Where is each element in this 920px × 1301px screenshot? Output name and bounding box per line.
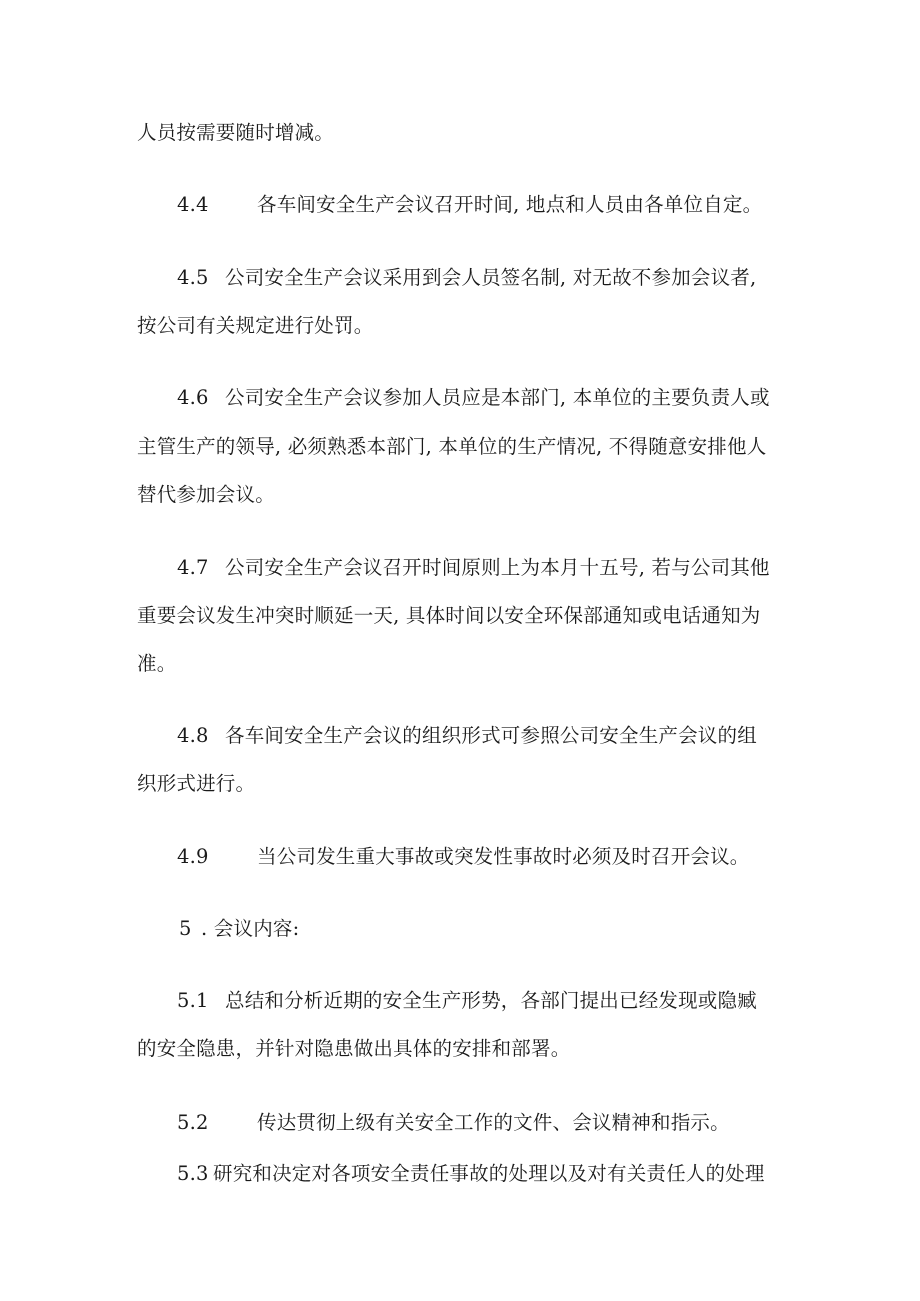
text-line: 主管生产的领导, 必须熟悉本部门, 本单位的生产情况, 不得随意安排他人 [137,435,767,458]
clause-number: 4.5 [177,266,209,289]
clause-5-3 [177,1161,765,1187]
text-line: 准。 [137,652,177,675]
clause-4-9 [177,844,750,870]
text-line: 重要会议发生冲突时顺延一天, 具体时间以安全环保部通知或电话通知为 [137,604,761,627]
clause-4-6-cont [137,434,766,460]
clause-4-6-cont [137,482,275,508]
clause-number: 4.8 [177,724,209,747]
clause-5-2 [177,1110,730,1136]
text-line: 总结和分析近期的安全生产形势，各部门提出已经发现或隐臧 [225,989,757,1012]
section-number: 5 [179,917,192,940]
clause-number: 4.9 [177,845,209,868]
clause-4-5-cont [137,313,373,339]
text-line: 传达贯彻上级有关安全工作的文件、会议精神和指示。 [257,1111,730,1134]
text-line: 替代参加会议。 [137,483,275,506]
clause-4-5 [177,265,756,291]
clause-4-7-cont [137,651,176,677]
clause-4-4 [177,192,762,218]
text-line: 人员按需要随时增减。 [137,121,335,144]
text-line: 的安全隐患，并针对隐患做出具体的安排和部署。 [137,1037,571,1060]
clause-number: 5.2 [177,1111,209,1134]
clause-4-8-cont [137,771,255,797]
clause-number: 4.7 [177,556,209,579]
text-line: 当公司发生重大事故或突发性事故时必须及时召开会议。 [257,845,750,868]
clause-5-1-cont [137,1036,570,1062]
text-line: 研究和决定对各项安全责任事故的处理以及对有关责任人的处理 [213,1162,765,1185]
text-line: 各车间安全生产会议召开时间, 地点和人员由各单位自定。 [257,193,763,216]
section-5-heading [179,916,299,942]
clause-number: 4.6 [177,386,209,409]
clause-number: 4.4 [177,193,209,216]
text-line: 各车间安全生产会议的组织形式可参照公司安全生产会议的组 [225,724,757,747]
text-line: 公司安全生产会议采用到会人员签名制, 对无故不参加会议者, [225,266,757,289]
paragraph-continuation [137,120,334,146]
clause-4-6 [177,385,770,411]
clause-number: 5.1 [177,989,209,1012]
clause-number: 5.3 [177,1162,209,1185]
clause-4-7-cont [137,603,761,629]
text-line: 公司安全生产会议召开时间原则上为本月十五号, 若与公司其他 [225,556,770,579]
clause-4-8 [177,723,757,749]
clause-4-7 [177,555,770,581]
text-line: 公司安全生产会议参加人员应是本部门, 本单位的主要负责人或 [225,386,770,409]
text-line: 织形式进行。 [137,772,256,795]
text-line: 按公司有关规定进行处罚。 [137,314,374,337]
section-title: . 会议内容: [201,917,300,940]
clause-5-1 [177,988,757,1014]
